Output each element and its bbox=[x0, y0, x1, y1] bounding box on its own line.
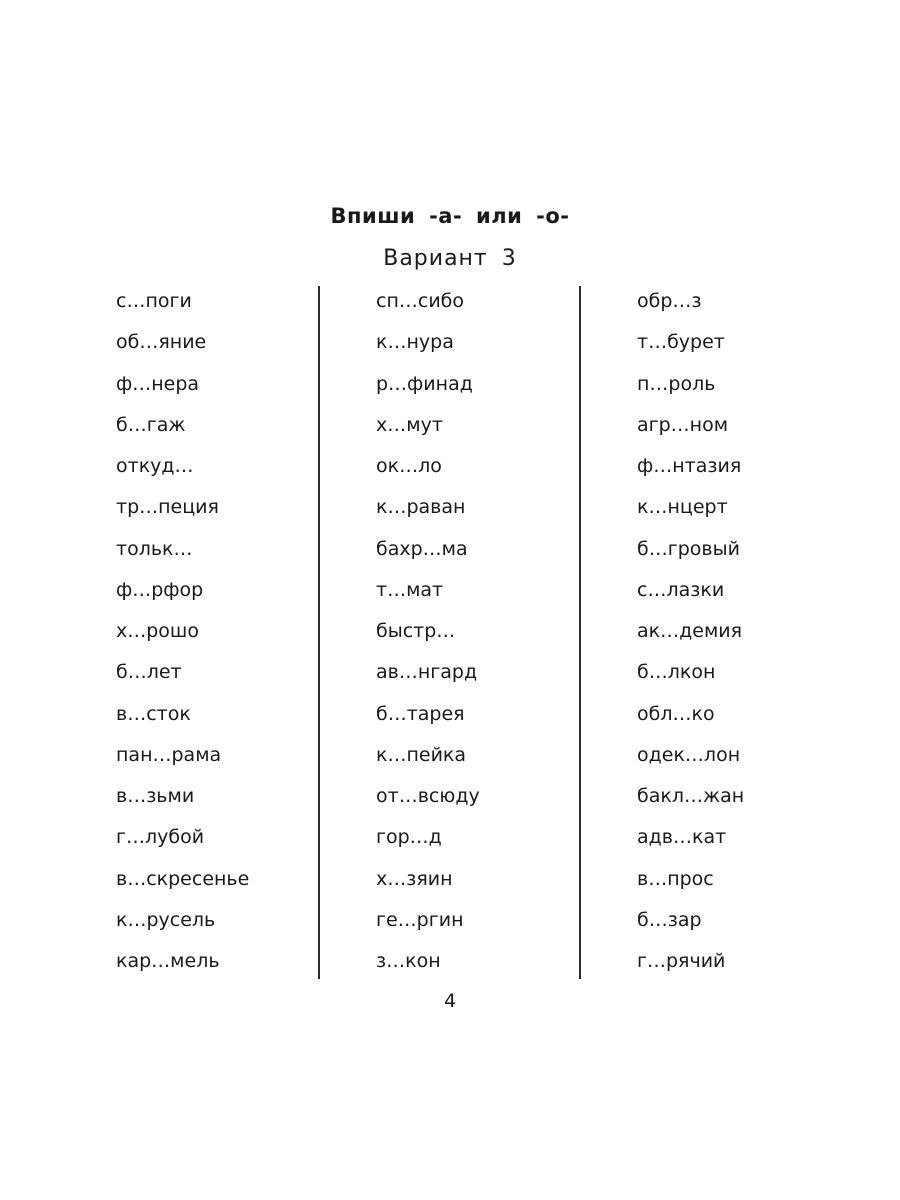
word-item: ге…ргин bbox=[376, 908, 464, 931]
word-item: кар…мель bbox=[116, 950, 220, 972]
word-item: агр…ном bbox=[637, 413, 729, 436]
word-item: в…скресенье bbox=[116, 867, 250, 890]
word-item: ак…демия bbox=[637, 620, 743, 642]
word-item: об…яние bbox=[116, 331, 207, 354]
word-item: тр…пеция bbox=[116, 496, 219, 519]
word-item: к…нцерт bbox=[637, 496, 728, 519]
word-column-2 bbox=[376, 287, 480, 988]
word-item: б…гровый bbox=[637, 537, 740, 560]
word-item: б…лкон bbox=[637, 661, 716, 684]
word-item: ав…нгард bbox=[376, 661, 478, 684]
word-column-1 bbox=[116, 287, 249, 988]
word-item: ф…нера bbox=[116, 372, 200, 395]
word-item: бахр…ма bbox=[376, 537, 468, 560]
word-item: одек…лон bbox=[637, 743, 741, 766]
word-item: в…сток bbox=[116, 702, 191, 725]
word-item: в…прос bbox=[637, 867, 714, 890]
word-item: адв…кат bbox=[637, 826, 727, 849]
word-column-3 bbox=[637, 287, 744, 988]
word-item: т…мат bbox=[376, 578, 444, 601]
word-item: бакл…жан bbox=[637, 785, 745, 807]
word-item: сп…сибо bbox=[376, 290, 465, 312]
word-item: быстр… bbox=[376, 620, 456, 642]
word-item: х…рошо bbox=[116, 620, 199, 642]
word-item: к…русель bbox=[116, 908, 216, 931]
word-item: б…гаж bbox=[116, 413, 186, 436]
page-number: 4 bbox=[443, 990, 457, 1012]
word-item: с…лазки bbox=[637, 578, 725, 601]
word-item: х…мут bbox=[376, 413, 443, 436]
word-item: к…раван bbox=[376, 496, 466, 519]
word-item: г…рячий bbox=[637, 950, 726, 972]
word-item: п…роль bbox=[637, 372, 716, 395]
word-item: х…зяин bbox=[376, 867, 453, 890]
variant-heading: Вариант 3 bbox=[383, 246, 517, 271]
word-item: ф…нтазия bbox=[637, 455, 742, 477]
word-item: р…финад bbox=[376, 372, 473, 395]
word-item: откуд… bbox=[116, 455, 194, 477]
word-item: в…зьми bbox=[116, 785, 195, 807]
word-item: к…нура bbox=[376, 331, 454, 354]
word-item: ф…рфор bbox=[116, 578, 204, 601]
word-item: с…поги bbox=[116, 290, 192, 312]
word-item: б…зар bbox=[637, 908, 702, 931]
word-item: б…лет bbox=[116, 661, 182, 684]
word-item: ок…ло bbox=[376, 455, 442, 477]
word-item: обл…ко bbox=[637, 702, 715, 725]
column-divider-2 bbox=[579, 286, 581, 979]
word-item: тольк… bbox=[116, 537, 193, 560]
word-item: к…пейка bbox=[376, 743, 467, 766]
word-item: т…бурет bbox=[637, 331, 725, 354]
word-item: пан…рама bbox=[116, 743, 222, 766]
word-item: от…всюду bbox=[376, 785, 480, 807]
word-item: гор…д bbox=[376, 826, 442, 849]
exercise-title: Впиши -а- или -о- bbox=[330, 204, 570, 228]
word-item: г…лубой bbox=[116, 826, 205, 849]
word-item: обр…з bbox=[637, 290, 702, 312]
column-divider-1 bbox=[318, 286, 320, 979]
word-item: б…тарея bbox=[376, 702, 465, 725]
word-item: з…кон bbox=[376, 950, 441, 972]
